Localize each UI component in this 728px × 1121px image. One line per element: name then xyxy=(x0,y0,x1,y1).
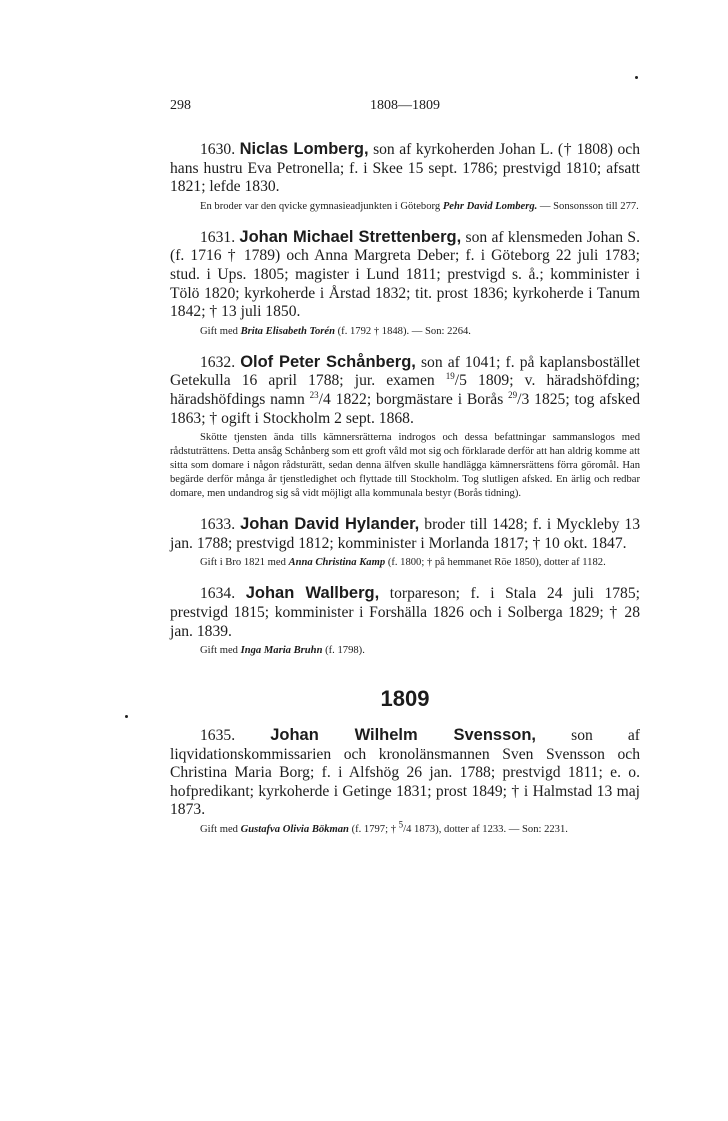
entry-main xyxy=(170,140,640,197)
entry-text: son af kyrkoherden Johan L. († 1808) och hans hustru Eva Petronella; f. i Skee 15 sept. 1786; prestvigd 1810; afsatt 1821; lefde 1830. xyxy=(170,141,640,196)
margin-dot-top xyxy=(635,76,638,79)
date-month: /5 xyxy=(454,372,467,390)
note-person: Inga Maria Bruhn xyxy=(240,645,323,657)
entry-text: 1825; tog afsked 1863; † ogift i Stockholm 2 sept. 1868. xyxy=(170,390,641,427)
person-name: Niclas Lomberg, xyxy=(239,140,369,158)
entry-text: 1809; v. häradshöfding; häradshöfdings namn xyxy=(170,372,640,408)
page-header xyxy=(170,98,640,120)
entry-number: 1631. xyxy=(200,228,236,246)
entry-text: broder till 1428; f. i Myckleby 13 jan. 1788; prestvigd 1812; komminister i Morlanda 1817; † 10 okt. 1847. xyxy=(170,516,641,552)
date-day: 29 xyxy=(508,389,518,400)
note-person: Anna Christina Kamp xyxy=(288,557,386,569)
note-text: Gift med xyxy=(200,824,238,836)
entry-note: Skötte tjensten ända tills kämnersrätterna indrogos och dessa befattningar sammanslogos med rådstuträttens. Detta ansåg Schånberg som ett groft våld mot sig och förklarade derför att han aldrig komme att sitta som domare i någon rådsturätt, sedan denna älfven skulle handlägga kämnersrättens förra göromål. Han begärde derför många år tjenstledighet och flyttade till Stockholm. Tog slutligen afsked. En ärlig och redbar domare, men undandrog sig så vidt möjligt alla kommunala bestyr (Borås tidning). xyxy=(170,432,640,500)
date-day: 23 xyxy=(309,389,319,400)
note-text: (f. 1800; † på hemmanet Röe 1850), dotter af 1182. xyxy=(387,557,606,569)
page-number: 298 xyxy=(170,98,191,113)
entry-1632 xyxy=(170,353,640,501)
person-name: Johan Michael Strettenberg, xyxy=(239,227,462,246)
note-text: (f. 1798). xyxy=(325,645,365,657)
note-text: En broder var den qvicke gymnasieadjunkten i Göteborg xyxy=(200,200,441,212)
note-text: Gift i Bro 1821 med xyxy=(200,557,286,569)
entry-note xyxy=(170,644,640,658)
entry-main xyxy=(170,584,640,641)
note-text: — Sonsonsson till 277. xyxy=(539,200,639,212)
note-text: Gift med xyxy=(200,645,238,657)
entry-text: son af klensmeden Johan S. (f. 1716 † 1789) och Anna Margreta Deber; f. i Göteborg 22 juli 1783; stud. i Ups. 1805; magister i Lund 1811; prestvigd s. å.; komminister i Tölö 1820; kyrkoherde i Årstad 1832; tit. prost 1836; kyrkoherde i Tanum 1842; † 13 juli 1850. xyxy=(170,228,640,321)
entry-note xyxy=(170,325,640,339)
entry-main xyxy=(170,353,640,428)
entry-1634 xyxy=(170,584,640,658)
entry-number: 1635. xyxy=(200,727,236,745)
entry-text: son af 1041; f. på kaplansbostället Getekulla 16 april 1788; jur. examen xyxy=(170,353,640,390)
entry-text: 1822; borgmästare i Borås xyxy=(330,390,509,408)
date-day: 19 xyxy=(445,371,455,382)
date-month: /4 xyxy=(403,824,412,836)
running-head-years: 1808—1809 xyxy=(370,98,440,113)
margin-dot-left xyxy=(125,715,128,718)
note-person: Pehr David Lomberg. xyxy=(442,200,538,212)
entry-note xyxy=(170,556,640,570)
entry-number: 1634. xyxy=(200,585,236,603)
entry-main xyxy=(170,228,640,322)
entry-number: 1630. xyxy=(200,141,236,158)
entry-text: torpareson; f. i Stala 24 juli 1785; prestvigd 1815; komminister i Forshälla 1826 och i Solberga 1829; † 28 jan. 1839. xyxy=(170,585,640,640)
note-person: Brita Elisabeth Torén xyxy=(240,325,335,337)
entry-main xyxy=(170,726,640,820)
date-day: 5 xyxy=(398,819,404,830)
entry-1630 xyxy=(170,140,640,214)
entry-note xyxy=(170,819,640,837)
entry-number: 1633. xyxy=(200,516,236,534)
date-month: /4 xyxy=(318,390,331,408)
note-text: Gift med xyxy=(200,325,238,337)
person-name: Johan Wallberg, xyxy=(245,584,380,603)
note-text: (f. 1792 † 1848). — Son: 2264. xyxy=(337,325,471,337)
entry-1631 xyxy=(170,228,640,339)
section-year-heading: 1809 xyxy=(380,686,430,712)
person-name: Olof Peter Schånberg, xyxy=(240,352,416,371)
person-name: Johan David Hylander, xyxy=(240,515,420,534)
entry-text: son af liqvidationskommissarien och kronolänsmannen Sven Svensson och Christina Maria Borg; f. i Alfshög 26 jan. 1788; prestvigd 1811; e. o. hofpredikant; kyrkoherde i Getinge 1831; prost 1849; † i Halmstad 13 maj 1873. xyxy=(170,727,640,819)
entry-note xyxy=(170,200,640,214)
person-name: Johan Wilhelm Svensson, xyxy=(270,726,537,745)
book-page xyxy=(170,98,640,837)
entry-1635 xyxy=(170,726,640,837)
entry-number: 1632. xyxy=(200,353,236,371)
note-person: Gustafva Olivia Bökman xyxy=(240,824,349,836)
date-month: /3 xyxy=(517,390,530,408)
entry-main xyxy=(170,515,640,553)
entry-1633 xyxy=(170,515,640,570)
note-text: 1873), dotter af 1233. — Son: 2231. xyxy=(411,824,568,836)
note-text: (f. 1797; † xyxy=(351,824,399,836)
